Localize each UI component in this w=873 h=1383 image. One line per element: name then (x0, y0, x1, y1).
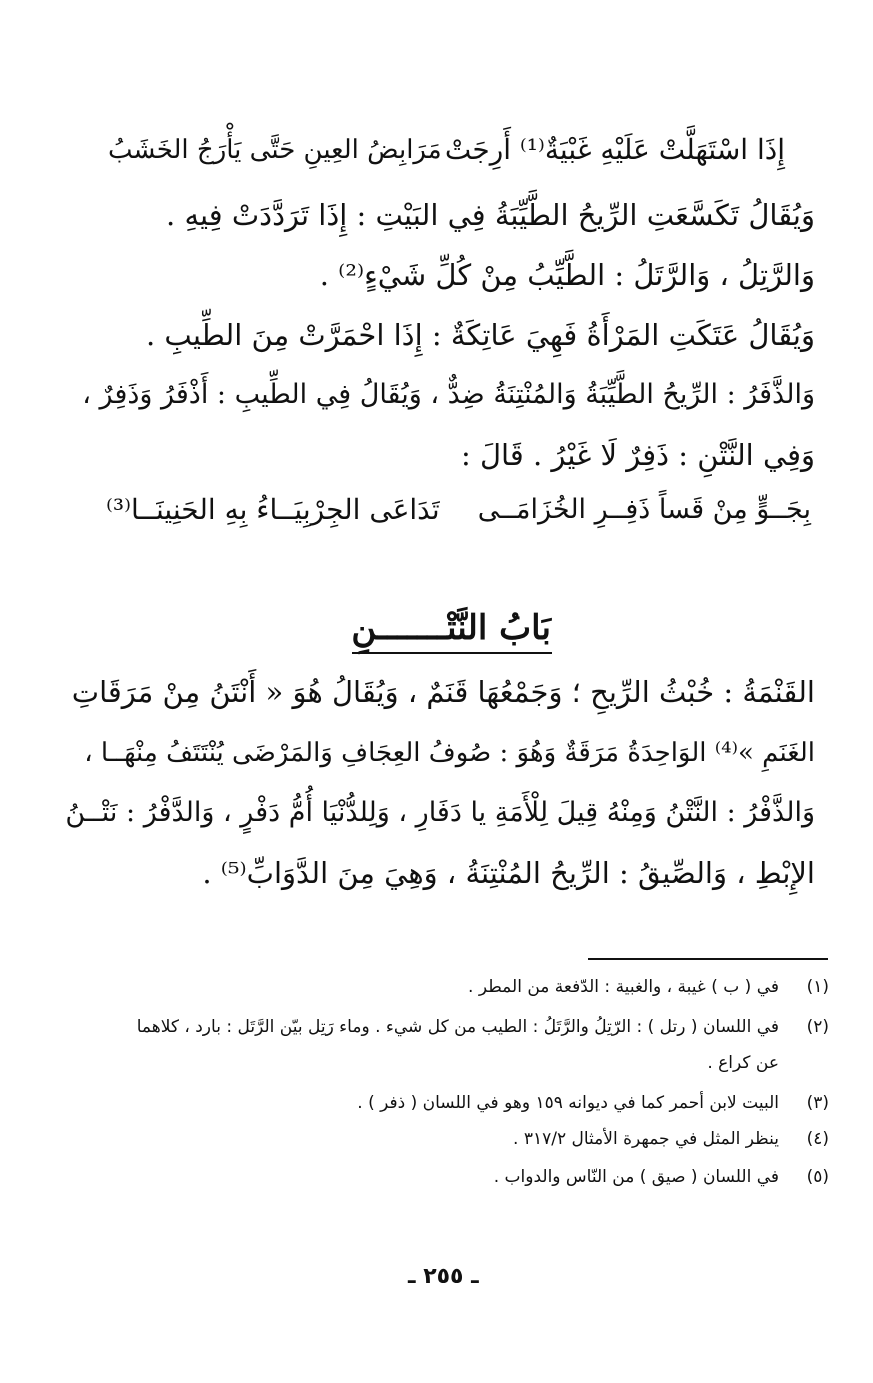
verse-2-first-hemistich: بِجَــوٍّ مِنْ قَساً ذَفِــرِ الخُزَامَــى (477, 494, 811, 525)
footnote-text: ينظر المثل في جمهرة الأمثال ٣١٧/٢ . (513, 1129, 779, 1149)
footnote-number: (٢) (806, 1017, 829, 1037)
footnote-number: (٤) (806, 1129, 829, 1149)
body-line: وَالرَّتِلُ ، وَالرَّتَلُ : الطَّيِّبُ مِنْ كُلِّ شَيْءٍ⁽²⁾ . (319, 258, 815, 292)
footnote-text: البيت لابن أحمر كما في ديوانه ١٥٩ وهو في اللسان ( ذفر ) . (357, 1093, 779, 1113)
heading-underline (352, 652, 552, 654)
footnote-text-continued: عن كراع . (707, 1053, 779, 1073)
verse-2-second-hemistich: تَدَاعَى الجِرْبِيَــاءُ بِهِ الحَنِينَــا⁽³⁾ (106, 493, 440, 526)
body-line: وَالذَّفَرُ : الرِّيحُ الطَّيِّبَةُ وَالمُنْتِنَةُ ضِدٌّ ، وَيُقَالُ فِي الطِّيبِ : أَذْفَرُ وَذَفِرٌ ، (82, 379, 815, 410)
footnote-text: في اللسان ( رتل ) : الرّتِلُ والرَّتَلُ : الطيب من كل شيء . وماء رَتِل بيّن الرَّتَل : بارد ، كلاهما (136, 1017, 779, 1037)
body-line: القَنْمَةُ : خُبْثُ الرِّيحِ ؛ وَجَمْعُهَا قَنَمٌ ، وَيُقَالُ هُوَ « أَنْتَنُ مِنْ مَرَقَاتِ (71, 675, 815, 709)
chapter-heading: بَابُ النَّتْـــــــنِ (351, 608, 551, 648)
footnote-text: في اللسان ( صيق ) من النّاس والدواب . (493, 1167, 779, 1187)
body-line: وَيُقَالُ تَكَسَّعَتِ الرِّيحُ الطَّيِّبَةُ فِي البَيْتِ : إِذَا تَرَدَّدَتْ فِيهِ . (166, 198, 815, 232)
footnote-number: (١) (806, 977, 829, 997)
verse-1-first-hemistich: إِذَا اسْتَهَلَّتْ عَلَيْهِ غَبْيَةٌ⁽¹⁾ أَرِجَتْ (444, 133, 785, 166)
footnote-separator (588, 958, 828, 960)
body-line: الغَنَمِ »⁽⁴⁾ الوَاحِدَةُ مَرَقَةٌ وَهُوَ : صُوفُ العِجَافِ وَالمَرْضَى يُنْتَتَفُ مِنْهَــا ، (84, 738, 815, 768)
footnote-number: (٣) (806, 1093, 829, 1113)
page-number: ـ ٢٥٥ ـ (408, 1264, 479, 1289)
body-line: وَيُقَالُ عَتَكَتِ المَرْأَةُ فَهِيَ عَاتِكَةٌ : إِذَا احْمَرَّتْ مِنَ الطِّيبِ . (145, 318, 815, 352)
body-line: وَالذَّفْرُ : النَّتْنُ وَمِنْهُ قِيلَ لِلْأَمَةِ يا دَفَارِ ، وَلِلدُّنْيَا أُمُّ دَفْرٍ ، وَالدَّفْرُ : نَتْــنُ (65, 797, 815, 828)
body-line: الإِبْطِ ، وَالصِّيقُ : الرِّيحُ المُنْتِنَةُ ، وَهِيَ مِنَ الدَّوَابِّ⁽⁵⁾ . (202, 856, 815, 890)
footnote-number: (٥) (806, 1167, 829, 1187)
footnote-text: في ( ب ) غيبة ، والغبية : الدّفعة من المطر . (468, 977, 779, 997)
verse-1-second-hemistich: مَرَابِضُ العِينِ حَتَّى يَأْرَجُ الخَشَبُ (108, 135, 442, 165)
body-line: وَفِي النَّتْنِ : ذَفِرٌ لَا غَيْرُ . قَالَ : (460, 438, 815, 472)
